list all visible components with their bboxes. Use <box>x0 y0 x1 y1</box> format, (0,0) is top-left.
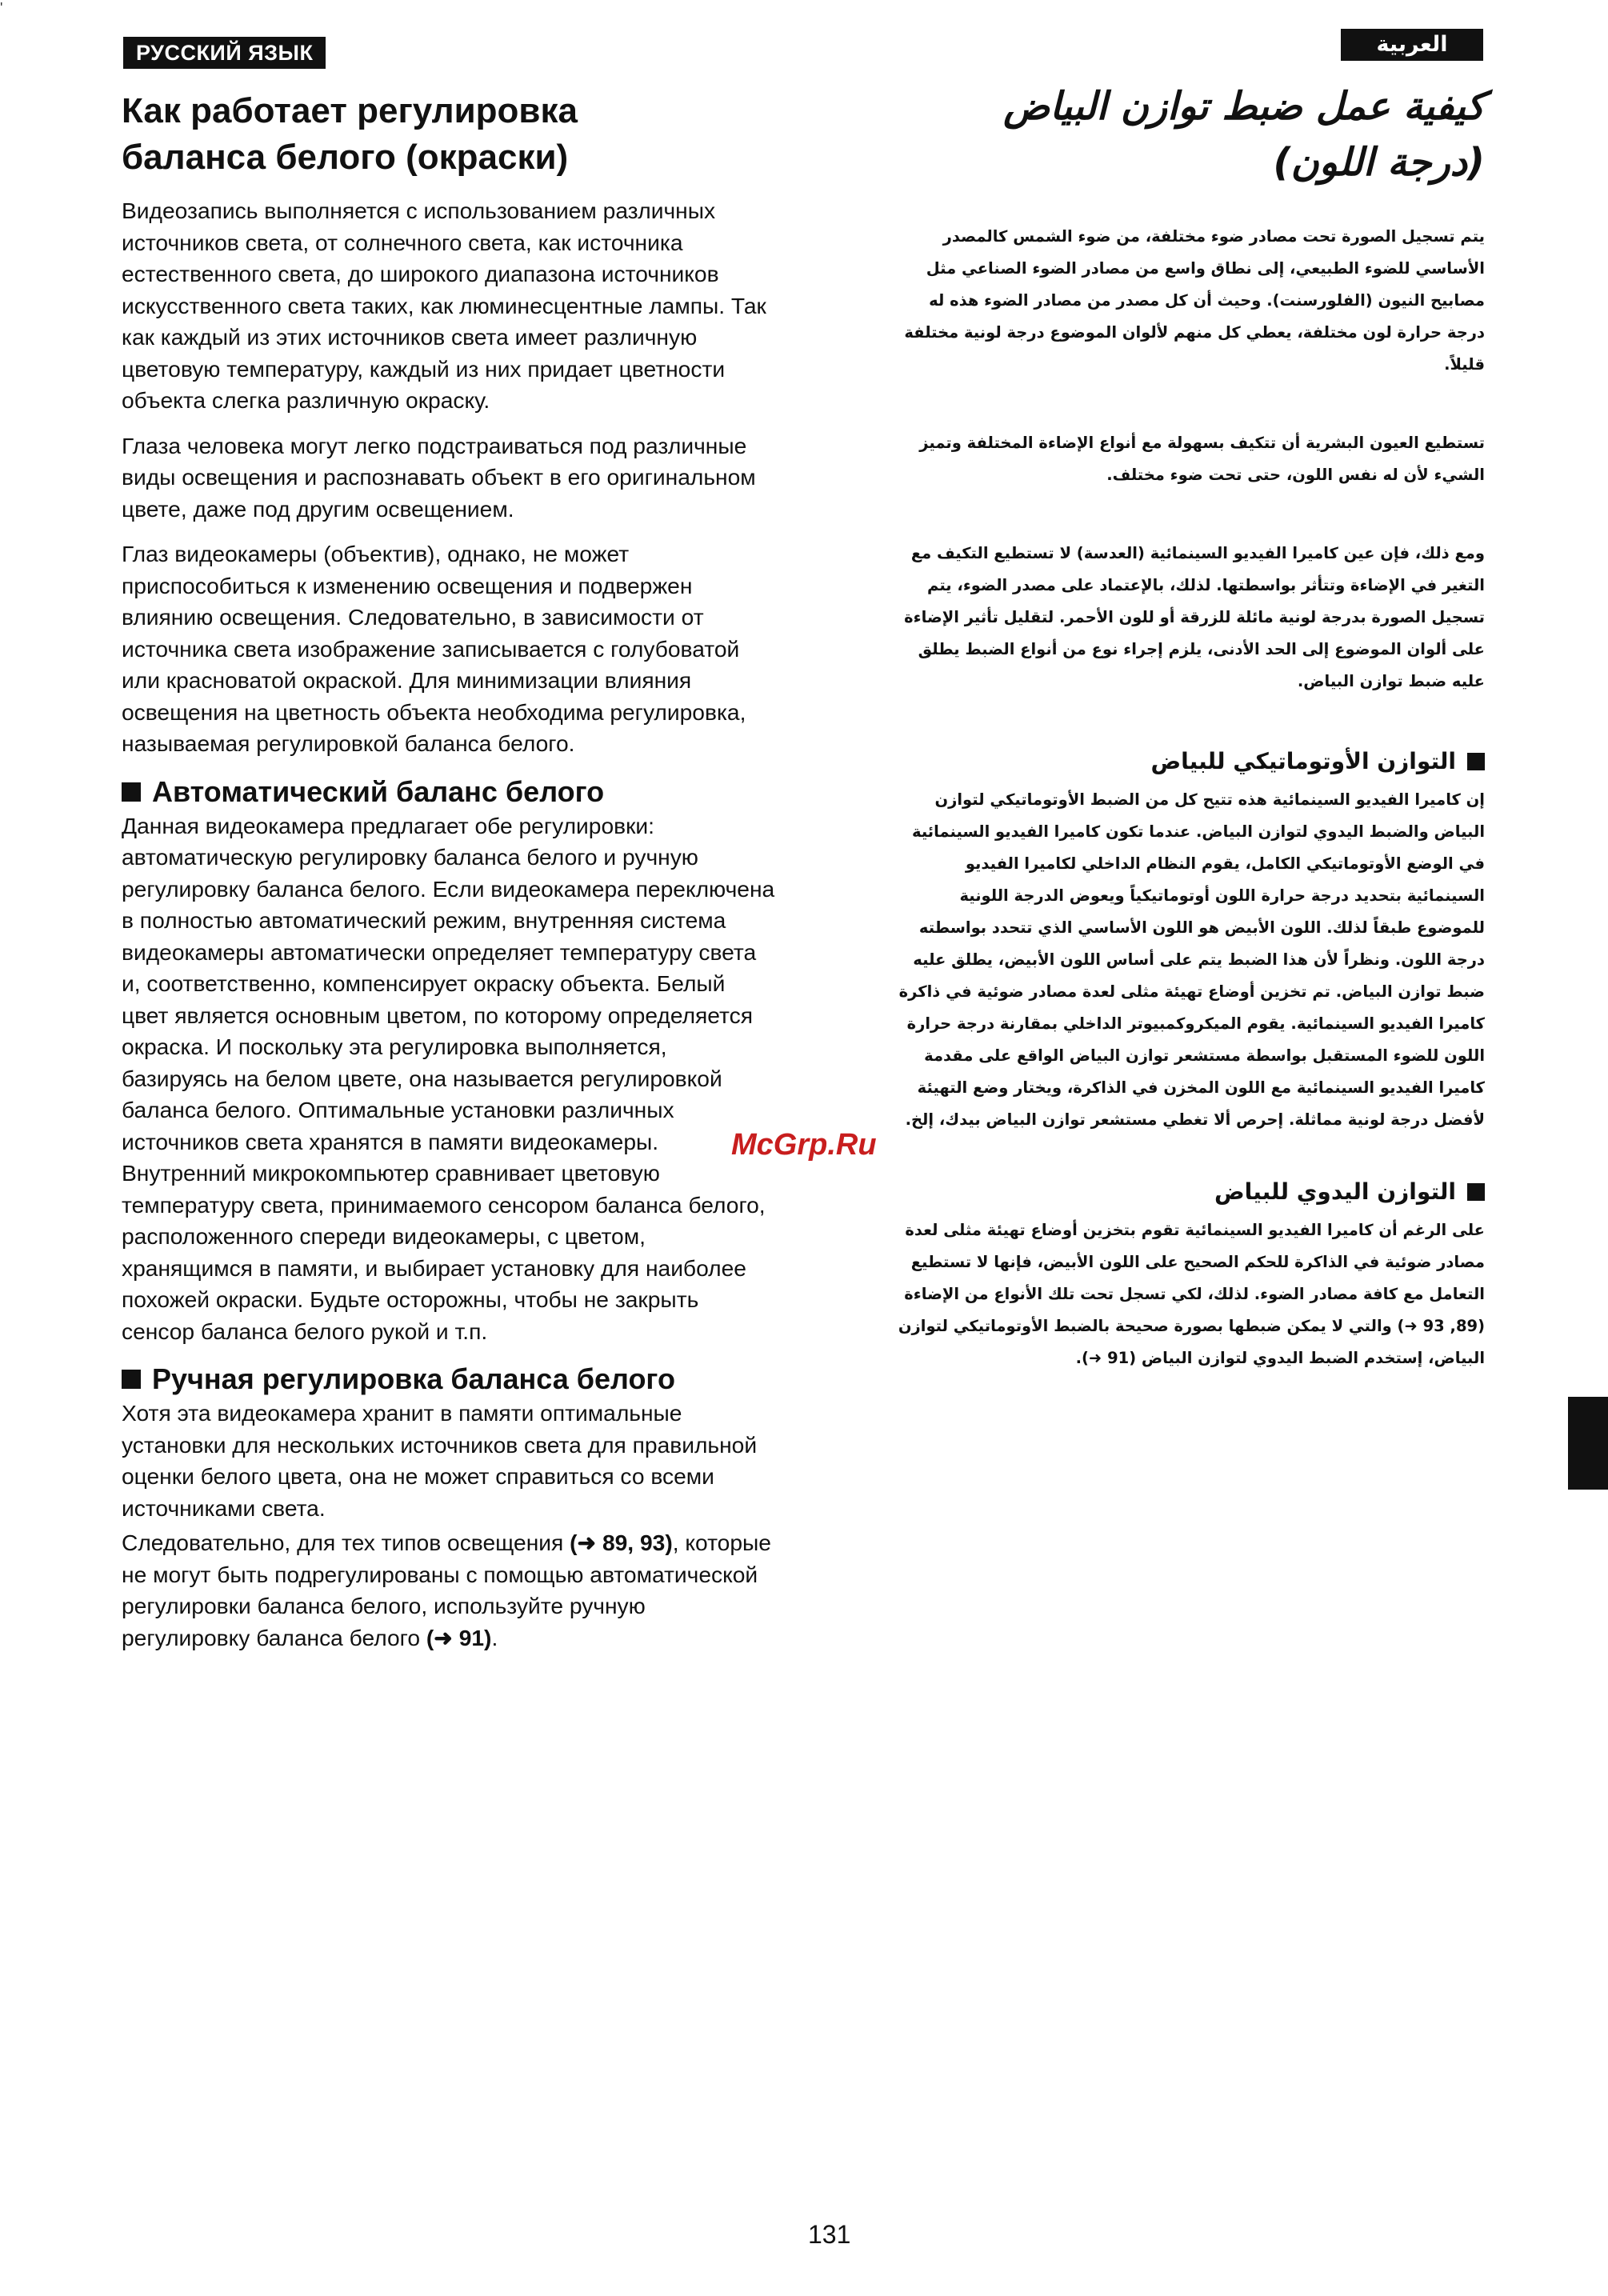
language-tab-arabic: العربية <box>1341 29 1483 61</box>
section-heading-manual-text: Ручная регулировка баланса белого <box>152 1362 675 1395</box>
manual-balance-paragraph-arabic <box>890 1214 1485 1374</box>
bullet-square-icon <box>122 1370 141 1389</box>
bullet-square-icon <box>1467 1183 1485 1201</box>
section-heading-auto-arabic <box>890 744 1485 779</box>
section-heading-auto-arabic-text: التوازن الأوتوماتيكي للبياض <box>1150 748 1456 774</box>
russian-column <box>122 88 778 1667</box>
title-line-2: (درجة اللون) <box>1273 140 1485 185</box>
title-line-1: كيفية عمل ضبط توازن البياض <box>1003 84 1485 129</box>
manual-balance-paragraph-2 <box>122 1527 778 1654</box>
bullet-square-icon <box>122 782 141 802</box>
section-heading-manual <box>122 1361 778 1398</box>
arabic-column <box>890 78 1485 1421</box>
page-reference-91-arabic: (91 ➜) <box>1082 1349 1137 1367</box>
title-line-1: Как работает регулировка <box>122 91 578 130</box>
camera-eye-paragraph-arabic: ومع ذلك، فإن عين كاميرا الفيديو السينمائية (العدسة) لا تستطيع التكيف مع التغير في الإضاءة وتتأثر بواسطتها. لذلك، بالإعتماد على مصدر الضوء، يتم تسجيل الصورة بدرجة لونية مائلة للزرقة أو للون الأحمر. لتقليل تأثير الإضاءة على ألوان الموضوع إلى الحد الأدنى، يلزم إجراء نوع من أنواع الضبط يطلق عليه ضبط توازن البياض. <box>904 544 1485 690</box>
manual-balance-paragraph-1: Хотя эта видеокамера хранит в памяти оптимальные установки для нескольких источников света для правильной оценки белого цвета, она не может справиться со всеми источниками света. <box>122 1400 758 1521</box>
section-heading-auto-text: Автоматический баланс белого <box>152 774 605 808</box>
page-title-arabic <box>890 78 1485 190</box>
human-eye-paragraph: Глаза человека могут легко подстраиваться под различные виды освещения и распознавать объект в его оригинальном цвете, даже под другим освещением. <box>122 432 756 522</box>
manual-text-a: Следовательно, для тех типов освещения <box>122 1530 570 1555</box>
human-eye-paragraph-arabic: تستطيع العيون البشرية أن تتكيف بسهولة مع أنواع الإضاءة المختلفة وتميز الشيء لأن له نفس اللون، حتى تحت ضوء مختلف. <box>919 434 1485 484</box>
page-title-russian <box>122 88 778 181</box>
page-reference-89-93-arabic: (89, 93 ➜) <box>1397 1317 1485 1335</box>
bullet-square-icon <box>1467 753 1485 770</box>
camera-eye-paragraph: Глаз видеокамеры (объектив), однако, не может приспособиться к изменению освещения и подвержен влиянию освещения. Следовательно, в зависимости от источника света изображение записывается с голубоватой или красноватой окраской. Для минимизации влияния освещения на цветность объекта необходима регулировка, называемая регулировкой баланса белого. <box>122 541 746 756</box>
section-heading-manual-arabic-text: التوازن اليدوي للبياض <box>1214 1178 1456 1205</box>
edge-index-tab <box>1568 1397 1608 1490</box>
auto-balance-paragraph: Данная видеокамера предлагает обе регулировки: автоматическую регулировку баланса белого и ручную регулировку баланса белого. Если видеокамера переключена в полностью автоматический режим, внутренняя система видеокамеры автоматически определяет температуру света и, соответственно, компенсирует окраску объекта. Белый цвет является основным цветом, по которому определяется окраска. И поскольку эта регулировка выполняется, базируясь на белом цвете, она называется регулировкой баланса белого. Оптимальные установки различных источников света хранятся в памяти видеокамеры. Внутренний микрокомпьютер сравнивает цветовую температуру света, принимаемого сенсором баланса белого, расположенного спереди видеокамеры, с цветом, хранящимся в памяти, и выбирает установку для наиболее похожей окраски. Будьте осторожны, чтобы не закрыть сенсор баланса белого рукой и т.п. <box>122 812 775 1344</box>
title-line-2: баланса белого (окраски) <box>122 138 569 177</box>
manual-text-b-arabic: والتي لا يمكن ضبطها بصورة صحيحة بالضبط الأوتوماتيكي لتوازن البياض، إستخدم الضبط اليدوي لتوازن البياض <box>898 1317 1485 1367</box>
auto-balance-paragraph-arabic: إن كاميرا الفيديو السينمائية هذه تتيح كل من الضبط الأوتوماتيكي لتوازن البياض والضبط اليدوي لتوازن البياض. عندما تكون كاميرا الفيديو السينمائية في الوضع الأوتوماتيكي الكامل، يقوم النظام الداخلي لكاميرا الفيديو السينمائية بتحديد درجة حرارة اللون أوتوماتيكياً ويعوض الدرجة اللونية للموضوع طبقاً لذلك. اللون الأبيض هو اللون الأساسي الذي تتحدد بواسطته درجة اللون. ونظراً لأن هذا الضبط يتم على أساس اللون الأبيض، يطلق عليه ضبط توازن البياض. تم تخزين أوضاع تهيئة مثلى لعدة مصادر ضوئية في ذاكرة كاميرا الفيديو السينمائية. يقوم الميكروكمبيوتر الداخلي بمقارنة درجة حرارة اللون للضوء المستقبل بواسطة مستشعر توازن البياض الواقع على مقدمة كاميرا الفيديو السينمائية مع اللون المخزن في الذاكرة، ويختار وضع التهيئة لأفضل درجة لونية مماثلة. إحرص ألا تغطي مستشعر توازن البياض بيدك، إلخ. <box>898 790 1485 1129</box>
section-heading-manual-arabic <box>890 1174 1485 1210</box>
language-tab-russian: РУССКИЙ ЯЗЫК <box>123 37 326 69</box>
watermark: McGrp.Ru <box>731 1128 877 1162</box>
manual-text-a-arabic: على الرغم أن كاميرا الفيديو السينمائية تقوم بتخزين أوضاع تهيئة مثلى لعدة مصادر ضوئية في الذاكرة للحكم الصحيح على اللون الأبيض، فإنها لا تستطيع التعامل مع كافة مصادر الضوء. لذلك، لكي تسجل تحت تلك الأنواع من الإضاءة <box>904 1221 1485 1303</box>
manual-text-c: . <box>491 1624 498 1650</box>
page-number: 131 <box>808 2220 851 2249</box>
intro-paragraph: Видеозапись выполняется с использованием различных источников света, от солнечного света, как источника естественного света, до широкого диапазона источников искусственного света таких, как люминесцентные лампы. Так как каждый из этих источников света имеет различную цветовую температуру, каждый из них придает цветности объекта слегка различную окраску. <box>122 198 766 413</box>
manual-text-c-arabic: . <box>1075 1349 1082 1367</box>
page-reference-89-93: (➜ 89, 93) <box>570 1530 673 1555</box>
manual-text-b: , которые не могут быть подрегулированы с помощью автоматической регулировки баланса белого, используйте ручную регулировку баланса белого <box>122 1530 771 1650</box>
section-heading-auto <box>122 774 778 810</box>
intro-paragraph-arabic: يتم تسجيل الصورة تحت مصادر ضوء مختلفة، من ضوء الشمس كالمصدر الأساسي للضوء الطبيعي، إلى نطاق واسع من مصادر الضوء الصناعي مثل مصابيح النيون (الفلورسنت). وحيث أن كل مصدر من مصادر الضوء هذه له درجة حرارة لون مختلفة، يعطي كل منهم لألوان الموضوع درجة لونية مختلفة قليلاً. <box>904 227 1485 374</box>
page-reference-91: (➜ 91) <box>426 1624 492 1650</box>
corner-mark: ' <box>0 0 3 16</box>
